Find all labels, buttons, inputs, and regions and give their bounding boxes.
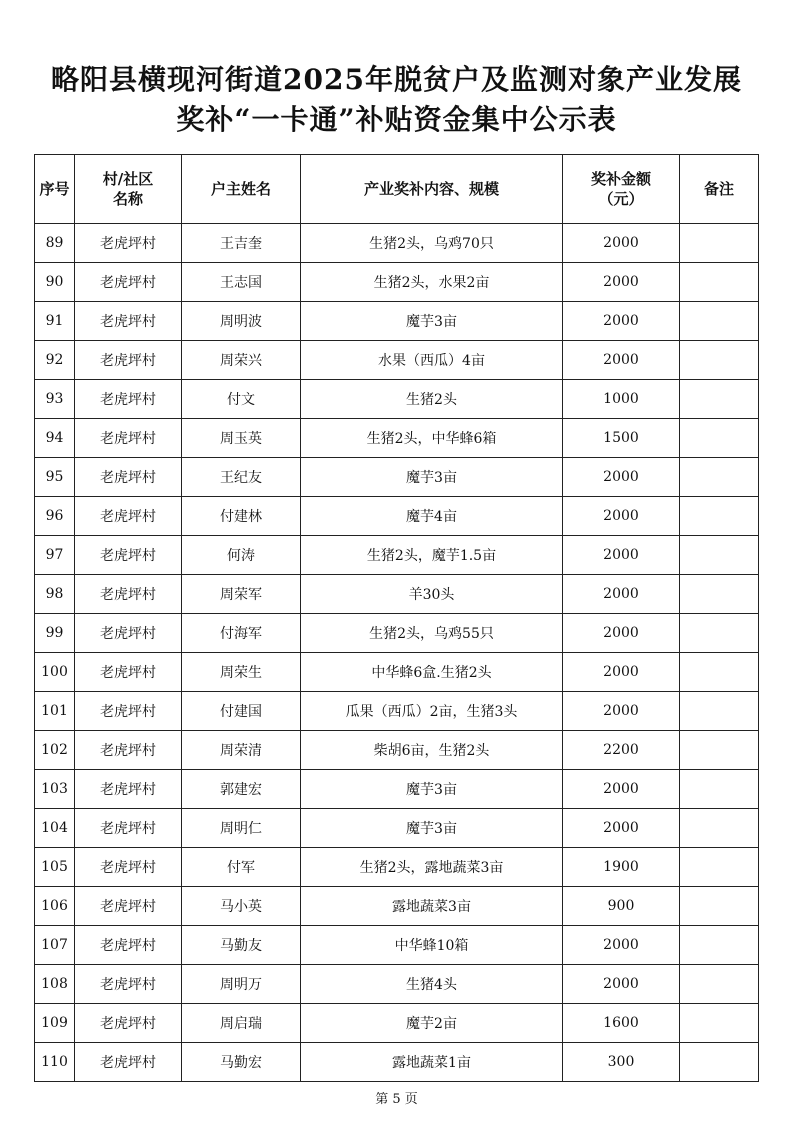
cell-content: 水果（西瓜）4亩 [301, 341, 563, 380]
cell-content: 露地蔬菜3亩 [301, 887, 563, 926]
cell-village: 老虎坪村 [75, 1004, 182, 1043]
table-row [35, 848, 759, 887]
table-row [35, 458, 759, 497]
cell-village: 老虎坪村 [75, 575, 182, 614]
cell-amount: 2000 [563, 614, 680, 653]
subsidy-table [34, 154, 759, 1082]
cell-remark [680, 848, 759, 887]
cell-seq: 107 [35, 926, 75, 965]
cell-name: 周玉英 [182, 419, 301, 458]
cell-name: 王吉奎 [182, 224, 301, 263]
cell-seq: 103 [35, 770, 75, 809]
cell-village: 老虎坪村 [75, 419, 182, 458]
cell-name: 王志国 [182, 263, 301, 302]
cell-village: 老虎坪村 [75, 887, 182, 926]
cell-content: 魔芋3亩 [301, 302, 563, 341]
cell-amount: 2000 [563, 575, 680, 614]
cell-village: 老虎坪村 [75, 965, 182, 1004]
cell-village: 老虎坪村 [75, 653, 182, 692]
cell-content: 中华蜂6盒.生猪2头 [301, 653, 563, 692]
cell-remark [680, 965, 759, 1004]
cell-amount: 2000 [563, 263, 680, 302]
cell-village: 老虎坪村 [75, 809, 182, 848]
cell-content: 瓜果（西瓜）2亩，生猪3头 [301, 692, 563, 731]
cell-remark [680, 263, 759, 302]
cell-name: 周荣兴 [182, 341, 301, 380]
cell-name: 马小英 [182, 887, 301, 926]
header-amount-line2: （元） [598, 190, 644, 208]
cell-content: 魔芋3亩 [301, 458, 563, 497]
table-row [35, 575, 759, 614]
cell-content: 柴胡6亩，生猪2头 [301, 731, 563, 770]
table-row [35, 731, 759, 770]
cell-village: 老虎坪村 [75, 341, 182, 380]
cell-amount: 1500 [563, 419, 680, 458]
cell-village: 老虎坪村 [75, 848, 182, 887]
cell-seq: 93 [35, 380, 75, 419]
cell-content: 羊30头 [301, 575, 563, 614]
cell-name: 周明仁 [182, 809, 301, 848]
table-row [35, 770, 759, 809]
table-body [35, 224, 759, 1082]
cell-amount: 900 [563, 887, 680, 926]
cell-remark [680, 692, 759, 731]
cell-remark [680, 536, 759, 575]
cell-content: 生猪2头，乌鸡55只 [301, 614, 563, 653]
table-row [35, 497, 759, 536]
cell-village: 老虎坪村 [75, 731, 182, 770]
cell-content: 魔芋2亩 [301, 1004, 563, 1043]
cell-remark [680, 224, 759, 263]
cell-seq: 100 [35, 653, 75, 692]
cell-content: 生猪2头，乌鸡70只 [301, 224, 563, 263]
cell-content: 生猪4头 [301, 965, 563, 1004]
table-row [35, 263, 759, 302]
cell-seq: 102 [35, 731, 75, 770]
cell-amount: 1000 [563, 380, 680, 419]
cell-amount: 2000 [563, 653, 680, 692]
cell-seq: 95 [35, 458, 75, 497]
header-village-line2: 名称 [112, 190, 143, 208]
page-title-line-1: 略阳县横现河街道2025年脱贫户及监测对象产业发展 [51, 63, 742, 96]
table-row [35, 1043, 759, 1082]
cell-remark [680, 302, 759, 341]
cell-seq: 96 [35, 497, 75, 536]
cell-amount: 2000 [563, 302, 680, 341]
page-number: 第 5 页 [375, 1092, 418, 1107]
cell-remark [680, 614, 759, 653]
cell-remark [680, 1004, 759, 1043]
header-content: 产业奖补内容、规模 [301, 155, 563, 224]
table-row [35, 614, 759, 653]
cell-name: 周启瑞 [182, 1004, 301, 1043]
table-row [35, 965, 759, 1004]
cell-amount: 2000 [563, 965, 680, 1004]
cell-seq: 97 [35, 536, 75, 575]
cell-remark [680, 653, 759, 692]
cell-amount: 2000 [563, 926, 680, 965]
table-row [35, 887, 759, 926]
cell-amount: 2000 [563, 809, 680, 848]
cell-remark [680, 887, 759, 926]
cell-amount: 2000 [563, 770, 680, 809]
cell-amount: 300 [563, 1043, 680, 1082]
table-row [35, 653, 759, 692]
table-row [35, 302, 759, 341]
cell-amount: 2200 [563, 731, 680, 770]
cell-name: 付建林 [182, 497, 301, 536]
cell-seq: 105 [35, 848, 75, 887]
cell-remark [680, 809, 759, 848]
cell-seq: 90 [35, 263, 75, 302]
cell-remark [680, 341, 759, 380]
cell-name: 周明万 [182, 965, 301, 1004]
table-row [35, 224, 759, 263]
cell-village: 老虎坪村 [75, 458, 182, 497]
cell-village: 老虎坪村 [75, 1043, 182, 1082]
cell-remark [680, 458, 759, 497]
header-remark: 备注 [680, 155, 759, 224]
header-name: 户主姓名 [182, 155, 301, 224]
cell-name: 何涛 [182, 536, 301, 575]
table-row [35, 419, 759, 458]
cell-name: 付军 [182, 848, 301, 887]
table-row [35, 926, 759, 965]
cell-name: 马勤友 [182, 926, 301, 965]
cell-seq: 106 [35, 887, 75, 926]
header-village-line1: 村/社区 [102, 170, 154, 188]
cell-content: 魔芋3亩 [301, 809, 563, 848]
table-row [35, 809, 759, 848]
cell-content: 魔芋4亩 [301, 497, 563, 536]
cell-amount: 2000 [563, 692, 680, 731]
cell-remark [680, 1043, 759, 1082]
cell-remark [680, 575, 759, 614]
cell-seq: 104 [35, 809, 75, 848]
cell-amount: 1600 [563, 1004, 680, 1043]
cell-content: 中华蜂10箱 [301, 926, 563, 965]
cell-name: 王纪友 [182, 458, 301, 497]
cell-village: 老虎坪村 [75, 692, 182, 731]
header-seq: 序号 [35, 155, 75, 224]
header-amount [563, 155, 680, 224]
table-row [35, 341, 759, 380]
table-header-row [35, 155, 759, 224]
cell-village: 老虎坪村 [75, 263, 182, 302]
cell-remark [680, 926, 759, 965]
cell-name: 周明波 [182, 302, 301, 341]
cell-name: 付海军 [182, 614, 301, 653]
cell-name: 付建国 [182, 692, 301, 731]
cell-amount: 2000 [563, 536, 680, 575]
header-amount-line1: 奖补金额 [590, 170, 651, 188]
table-row [35, 1004, 759, 1043]
table-row [35, 692, 759, 731]
cell-seq: 101 [35, 692, 75, 731]
cell-amount: 2000 [563, 341, 680, 380]
cell-amount: 2000 [563, 458, 680, 497]
cell-seq: 91 [35, 302, 75, 341]
cell-name: 马勤宏 [182, 1043, 301, 1082]
cell-village: 老虎坪村 [75, 302, 182, 341]
cell-content: 生猪2头，水果2亩 [301, 263, 563, 302]
cell-village: 老虎坪村 [75, 614, 182, 653]
cell-content: 生猪2头，魔芋1.5亩 [301, 536, 563, 575]
cell-village: 老虎坪村 [75, 536, 182, 575]
cell-content: 露地蔬菜1亩 [301, 1043, 563, 1082]
header-village [75, 155, 182, 224]
cell-seq: 99 [35, 614, 75, 653]
cell-remark [680, 380, 759, 419]
cell-content: 生猪2头，中华蜂6箱 [301, 419, 563, 458]
cell-name: 周荣生 [182, 653, 301, 692]
cell-seq: 98 [35, 575, 75, 614]
table-row [35, 536, 759, 575]
cell-village: 老虎坪村 [75, 770, 182, 809]
cell-village: 老虎坪村 [75, 380, 182, 419]
cell-seq: 108 [35, 965, 75, 1004]
cell-remark [680, 770, 759, 809]
cell-amount: 1900 [563, 848, 680, 887]
cell-name: 周荣清 [182, 731, 301, 770]
cell-amount: 2000 [563, 224, 680, 263]
cell-village: 老虎坪村 [75, 926, 182, 965]
cell-remark [680, 497, 759, 536]
cell-seq: 94 [35, 419, 75, 458]
cell-name: 周荣军 [182, 575, 301, 614]
page-title-line-2: 奖补“一卡通”补贴资金集中公示表 [176, 103, 617, 136]
cell-village: 老虎坪村 [75, 497, 182, 536]
cell-seq: 92 [35, 341, 75, 380]
cell-seq: 110 [35, 1043, 75, 1082]
cell-seq: 109 [35, 1004, 75, 1043]
cell-amount: 2000 [563, 497, 680, 536]
cell-name: 郭建宏 [182, 770, 301, 809]
table-row [35, 380, 759, 419]
cell-remark [680, 731, 759, 770]
cell-seq: 89 [35, 224, 75, 263]
cell-village: 老虎坪村 [75, 224, 182, 263]
cell-content: 生猪2头，露地蔬菜3亩 [301, 848, 563, 887]
cell-name: 付文 [182, 380, 301, 419]
cell-content: 生猪2头 [301, 380, 563, 419]
cell-content: 魔芋3亩 [301, 770, 563, 809]
cell-remark [680, 419, 759, 458]
